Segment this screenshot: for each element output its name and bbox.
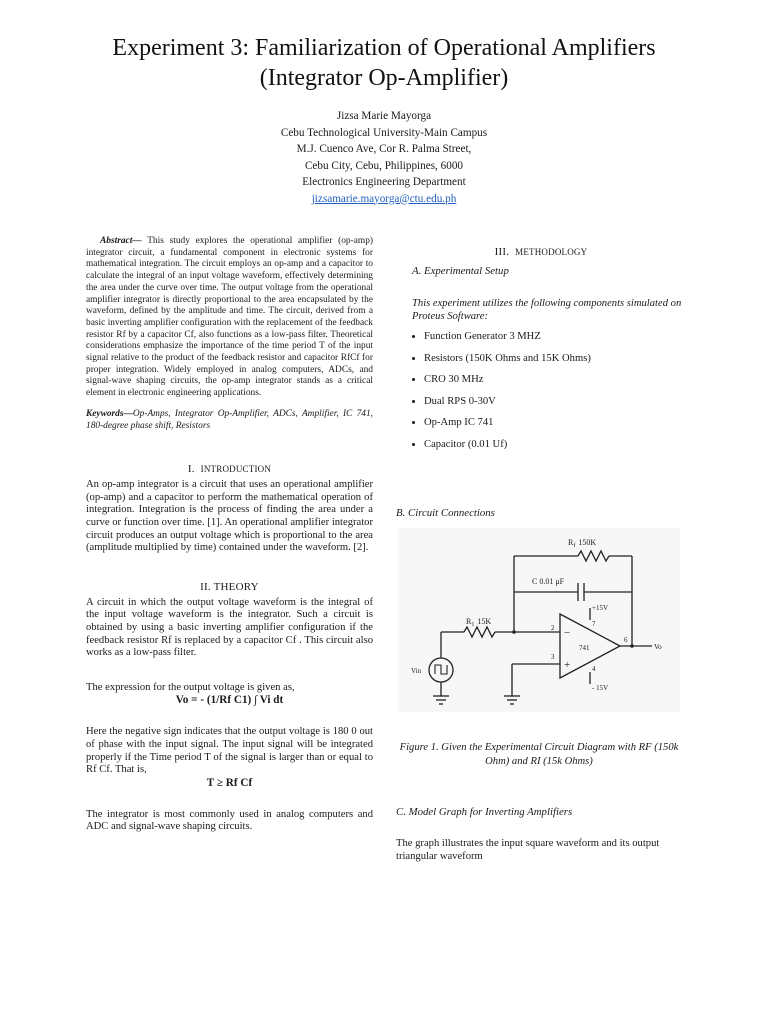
negative-supply-label: - 15V [592, 684, 609, 692]
circuit-diagram [398, 528, 680, 712]
subsection-a-heading: A. Experimental Setup [412, 265, 509, 277]
author-email-link[interactable]: jizsamarie.mayorga@ctu.edu.ph [311, 192, 457, 205]
keywords-text: Op-Amps, Integrator Op-Amplifier, ADCs, Amplifier, IC 741, 180-degree phase shift, Resistors [86, 408, 373, 431]
inverting-input-sign: − [564, 627, 571, 639]
pin-2-label: 2 [551, 624, 555, 632]
input-node [512, 630, 516, 634]
r1-label: $R_1$ 15K [466, 617, 492, 628]
vin-label: Vin [411, 667, 422, 675]
abstract-lead: Abstract— [100, 236, 142, 246]
paper-title [30, 33, 738, 93]
author-name: Jizsa Marie Mayorga [336, 110, 432, 122]
output-voltage-equation: Vo = - (1/Rf C1) ∫ Vi dt [175, 694, 284, 707]
setup-text: This experiment utilizes the following components simulated on Proteus Software: [412, 298, 682, 322]
abstract [86, 236, 373, 400]
list-item: • Resistors (150K Ohms and 15K Ohms) [424, 348, 686, 370]
output-node [630, 644, 634, 648]
theory-heading: II. THEORY [200, 580, 259, 593]
intro-heading: I. INTRODUCTION [187, 463, 272, 476]
methodology-heading-text: METHODOLOGY [515, 247, 588, 257]
vo-label: Vo [654, 643, 662, 651]
left-column [86, 236, 373, 834]
author-department: Electronics Engineering Department [302, 176, 466, 188]
list-item: • Capacitor (0.01 Uf) [424, 434, 686, 456]
author-address-1: M.J. Cuenco Ave, Cor R. Palma Street, [296, 143, 472, 155]
author-affiliation: Cebu Technological University-Main Campus [280, 126, 488, 139]
graph-description: The graph illustrates the input square waveform and its output triangular waveform [396, 838, 660, 862]
capacitor-label: C 0.01 μF [532, 577, 565, 586]
positive-supply-label: +15V [592, 604, 609, 612]
theory-paragraph-1: A circuit in which the output voltage waveform is the integral of the input voltage waveform is the integrator. Such a circuit is obtained by using a basic inverting amplifier configuration if the feedback resistor Rf is replaced by a capacitor Cf . This circuit also works as a low-pass filter. [86, 596, 373, 659]
subsection-b-heading: B. Circuit Connections [396, 507, 495, 519]
figure-1-caption: Figure 1. Given the Experimental Circuit Diagram with RF (150k Ohm) and RI (15k Ohms) [399, 742, 679, 767]
theory-paragraph-3: Here the negative sign indicates that the output voltage is 180 0 out of phase with the input signal. The input signal will be integrated properly if the Time period T of the signal is larger than or equal to Rf Cf. That is, [86, 726, 373, 776]
ic-label: 741 [579, 644, 590, 652]
methodology-heading: III. METHODOLOGY [494, 246, 588, 258]
theory-paragraph-2: The expression for the output voltage is given as, [86, 681, 295, 693]
keywords [86, 409, 373, 432]
intro-paragraph: An op-amp integrator is a circuit that uses an operational amplifier (op-amp) and a capacitor to perform the mathematical operation of integration. Integration is the process of finding the area under a curve or function over time. [1]. An operational amplifier integrator circuit produces an output voltage which is proportional to the area (amplitude multiplied by time) contained under the waveform. [2]. [86, 479, 373, 554]
theory-paragraph-4: The integrator is most commonly used in analog computers and ADC and signal-wave shaping circuits. [86, 808, 373, 833]
abstract-text: This study explores the operational amplifier (op-amp) integrator circuit, a fundamental component in electronic systems for mathematical integration. The circuit employs an op-amp and a capacitor to calculate the integral of an input voltage waveform, effectively determining the area under the curve over time. The output voltage from the operational amplifier integrator is directly proportional to the area encapsulated by the waveform, defined by the amplitude and time. The circuit, derived from a basic inverting amplifier configuration with the replacement of the feedback resistor Rf by a capacitor Cf, also functions as a low-pass filter. Theoretical considerations emphasize the importance of the time period T of the input signal relative to the product of the feedback resistor and capacitor RfCf for proper integration. Widely employed in analog computers, ADCs, and signal-wave shaping circuits, the op-amp integrator stands as a critical element in electronic engineering applications. [86, 236, 373, 399]
list-item: • Function Generator 3 MHZ [424, 326, 686, 348]
circuit-schematic [398, 528, 680, 712]
keywords-lead: Keywords— [86, 408, 133, 419]
right-column [396, 236, 686, 519]
list-item: • Op-Amp IC 741 [424, 412, 686, 434]
non-inverting-input-sign: + [564, 659, 571, 671]
component-list [396, 326, 686, 455]
list-item: • Dual RPS 0-30V [424, 391, 686, 413]
list-item: • CRO 30 MHz [424, 369, 686, 391]
time-period-condition: T ≥ Rf Cf [206, 776, 253, 789]
title-line-2: (Integrator Op-Amplifier) [259, 65, 509, 91]
pin-7-label: 7 [592, 620, 596, 628]
author-address-2: Cebu City, Cebu, Philippines, 6000 [304, 159, 464, 172]
intro-heading-text: INTRODUCTION [200, 464, 272, 475]
title-line-1: Experiment 3: Familiarization of Operational Amplifiers [112, 35, 656, 61]
rf-label: $R_f$ 150K [568, 538, 597, 549]
pin-6-label: 6 [624, 636, 628, 644]
pin-4-label: 4 [592, 665, 596, 673]
author-block [134, 108, 634, 207]
subsection-c-heading: C. Model Graph for Inverting Amplifiers [396, 806, 573, 818]
pin-3-label: 3 [551, 653, 555, 661]
